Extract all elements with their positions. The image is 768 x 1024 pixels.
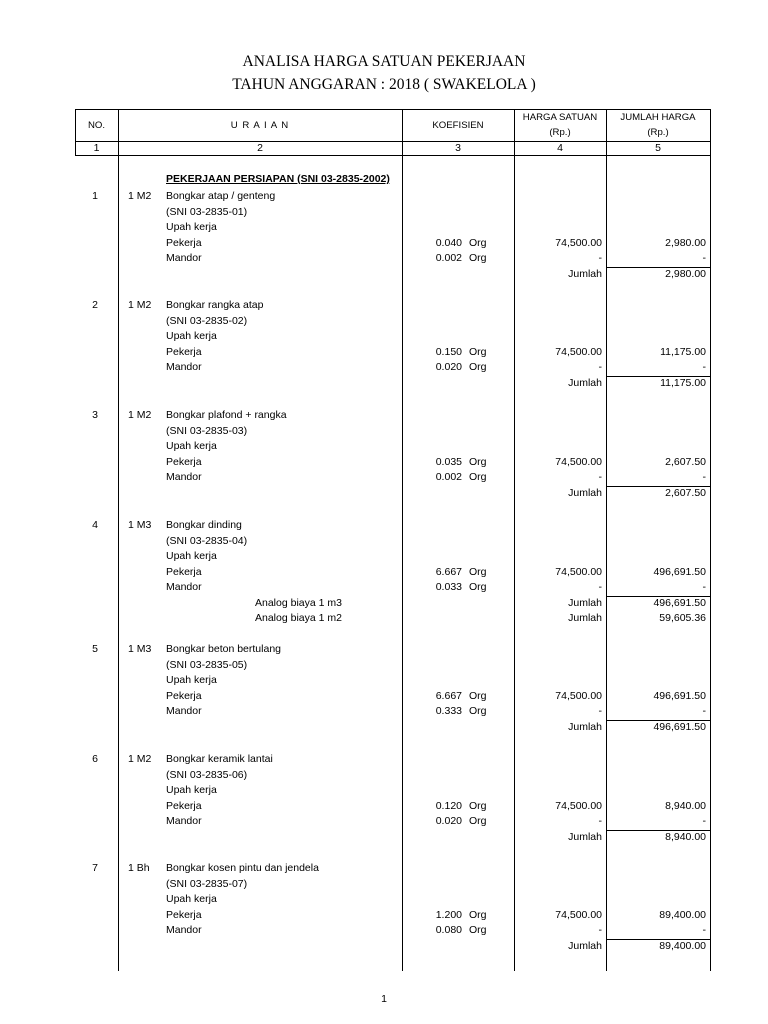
section-heading: PEKERJAAN PERSIAPAN (SNI 03-2835-2002) (166, 173, 390, 185)
jumlah-label: Jumlah (568, 830, 602, 843)
pekerja-total: 11,175.00 (660, 345, 706, 358)
mandor-unit: Org (469, 361, 487, 373)
pekerja-label: Pekerja (166, 689, 202, 702)
pekerja-price: 74,500.00 (555, 908, 602, 921)
item-number: 4 (92, 519, 98, 531)
mandor-total: - (702, 361, 706, 373)
mandor-price: - (598, 252, 602, 264)
mandor-price: - (598, 705, 602, 717)
jumlah-label: Jumlah (568, 596, 602, 609)
pekerja-label: Pekerja (166, 565, 202, 578)
page-number: 1 (381, 993, 387, 1005)
item-unit: 1 Bh (128, 862, 150, 874)
header-no: NO. (87, 120, 106, 131)
mandor-unit: Org (469, 252, 487, 264)
mandor-label: Mandor (166, 924, 202, 936)
jumlah-label: Jumlah (568, 939, 602, 952)
mandor-unit: Org (469, 581, 487, 593)
pekerja-total: 2,980.00 (665, 236, 706, 249)
header-jumlah-harga: JUMLAH HARGA (620, 112, 696, 123)
item-number: 5 (92, 643, 98, 655)
upah-label: Upah kerja (166, 221, 217, 233)
pekerja-unit: Org (469, 345, 487, 358)
pekerja-total: 496,691.50 (653, 565, 706, 578)
pekerja-coefficient: 1.200 (435, 908, 462, 921)
pekerja-total: 8,940.00 (665, 799, 706, 812)
mandor-price: - (598, 581, 602, 593)
header-harga-satuan-unit: (Rp.) (549, 127, 571, 138)
item-name: Bongkar keramik lantai (166, 753, 273, 765)
item-sni: (SNI 03-2835-05) (166, 658, 248, 671)
jumlah-label: Jumlah (568, 486, 602, 499)
mandor-coefficient: 0.020 (435, 361, 462, 373)
upah-label: Upah kerja (166, 550, 217, 562)
item-number: 2 (92, 299, 98, 311)
item-sni: (SNI 03-2835-03) (166, 424, 248, 437)
pekerja-label: Pekerja (166, 455, 202, 468)
item-number: 1 (92, 190, 98, 202)
item-sni: (SNI 03-2835-07) (166, 877, 248, 890)
mandor-total: - (702, 252, 706, 264)
pekerja-unit: Org (469, 908, 487, 921)
document-title: ANALISA HARGA SATUAN PEKERJAAN (242, 53, 526, 70)
pekerja-unit: Org (469, 236, 487, 249)
pekerja-coefficient: 6.667 (435, 689, 462, 702)
jumlah-label: Jumlah (568, 720, 602, 733)
upah-label: Upah kerja (166, 440, 217, 452)
mandor-unit: Org (469, 815, 487, 827)
pekerja-price: 74,500.00 (555, 236, 602, 249)
pekerja-price: 74,500.00 (555, 455, 602, 468)
item-name: Bongkar kosen pintu dan jendela (166, 862, 319, 874)
item-name: Bongkar dinding (166, 519, 242, 531)
item-number: 7 (92, 862, 98, 874)
pekerja-label: Pekerja (166, 908, 202, 921)
mandor-total: - (702, 815, 706, 827)
pekerja-total: 496,691.50 (653, 689, 706, 702)
mandor-total: - (702, 924, 706, 936)
mandor-label: Mandor (166, 581, 202, 593)
column-divider-2 (402, 109, 403, 971)
pekerja-price: 74,500.00 (555, 799, 602, 812)
item-unit: 1 M2 (128, 190, 152, 202)
upah-label: Upah kerja (166, 330, 217, 342)
header-uraian: U R A I A N (230, 120, 290, 131)
item-sni: (SNI 03-2835-06) (166, 768, 248, 781)
mandor-label: Mandor (166, 815, 202, 827)
mandor-coefficient: 0.080 (435, 924, 462, 936)
item-sni: (SNI 03-2835-04) (166, 534, 248, 547)
mandor-label: Mandor (166, 361, 202, 373)
mandor-total: - (702, 581, 706, 593)
header-harga-satuan: HARGA SATUAN (522, 112, 598, 123)
pekerja-total: 2,607.50 (665, 455, 706, 468)
mandor-unit: Org (469, 705, 487, 717)
item-unit: 1 M2 (128, 409, 152, 421)
pekerja-coefficient: 0.040 (435, 236, 462, 249)
jumlah-total: 89,400.00 (659, 939, 706, 952)
item-sni: (SNI 03-2835-02) (166, 314, 248, 327)
mandor-price: - (598, 924, 602, 936)
analog-label: Analog biaya 1 m2 (255, 612, 342, 624)
mandor-label: Mandor (166, 471, 202, 483)
pekerja-total: 89,400.00 (659, 908, 706, 921)
header-koefisien: KOEFISIEN (432, 120, 484, 131)
pekerja-label: Pekerja (166, 345, 202, 358)
jumlah-total: 496,691.50 (653, 596, 706, 609)
jumlah-total: 496,691.50 (653, 720, 706, 733)
column-divider-1 (118, 109, 119, 971)
mandor-coefficient: 0.002 (435, 252, 462, 264)
pekerja-coefficient: 0.120 (435, 799, 462, 812)
pekerja-unit: Org (469, 689, 487, 702)
column-number-1: 1 (93, 142, 100, 154)
jumlah-total: 2,607.50 (665, 486, 706, 499)
jumlah-label: Jumlah (568, 376, 602, 389)
upah-label: Upah kerja (166, 784, 217, 796)
upah-label: Upah kerja (166, 674, 217, 686)
pekerja-label: Pekerja (166, 799, 202, 812)
item-sni: (SNI 03-2835-01) (166, 205, 248, 218)
item-name: Bongkar plafond + rangka (166, 409, 287, 421)
column-number-2: 2 (257, 142, 263, 154)
analog-label: Analog biaya 1 m3 (255, 596, 342, 609)
analog-total: 59,605.36 (659, 612, 706, 624)
item-unit: 1 M2 (128, 753, 152, 765)
column-number-4: 4 (557, 142, 563, 154)
mandor-coefficient: 0.020 (435, 815, 462, 827)
pekerja-price: 74,500.00 (555, 689, 602, 702)
mandor-price: - (598, 815, 602, 827)
item-number: 3 (92, 409, 98, 421)
mandor-total: - (702, 471, 706, 483)
column-divider-5 (710, 109, 711, 971)
jumlah-total: 11,175.00 (660, 376, 706, 389)
item-number: 6 (92, 753, 98, 765)
mandor-coefficient: 0.033 (435, 581, 462, 593)
mandor-price: - (598, 471, 602, 483)
pekerja-unit: Org (469, 565, 487, 578)
jumlah-total: 2,980.00 (665, 267, 706, 280)
document-subtitle: TAHUN ANGGARAN : 2018 ( SWAKELOLA ) (232, 76, 536, 93)
pekerja-label: Pekerja (166, 236, 202, 249)
mandor-label: Mandor (166, 705, 202, 717)
pekerja-price: 74,500.00 (555, 345, 602, 358)
header-jumlah-harga-unit: (Rp.) (647, 127, 669, 138)
item-unit: 1 M3 (128, 643, 152, 655)
mandor-label: Mandor (166, 252, 202, 264)
item-name: Bongkar beton bertulang (166, 643, 282, 655)
mandor-unit: Org (469, 924, 487, 936)
pekerja-unit: Org (469, 799, 487, 812)
item-unit: 1 M2 (128, 299, 152, 311)
mandor-total: - (702, 705, 706, 717)
item-unit: 1 M3 (128, 519, 152, 531)
pekerja-coefficient: 6.667 (435, 565, 462, 578)
column-number-3: 3 (455, 142, 461, 154)
jumlah-label: Jumlah (568, 267, 602, 280)
jumlah-label: Jumlah (568, 612, 602, 624)
pekerja-coefficient: 0.150 (435, 345, 462, 358)
pekerja-unit: Org (469, 455, 487, 468)
mandor-price: - (598, 361, 602, 373)
column-number-divider (75, 155, 710, 156)
upah-label: Upah kerja (166, 893, 217, 905)
pekerja-price: 74,500.00 (555, 565, 602, 578)
item-name: Bongkar atap / genteng (166, 190, 276, 202)
mandor-unit: Org (469, 471, 487, 483)
mandor-coefficient: 0.002 (435, 471, 462, 483)
column-number-5: 5 (655, 142, 661, 154)
item-name: Bongkar rangka atap (166, 299, 264, 311)
jumlah-total: 8,940.00 (665, 830, 706, 843)
mandor-coefficient: 0.333 (435, 705, 462, 717)
pekerja-coefficient: 0.035 (435, 455, 462, 468)
